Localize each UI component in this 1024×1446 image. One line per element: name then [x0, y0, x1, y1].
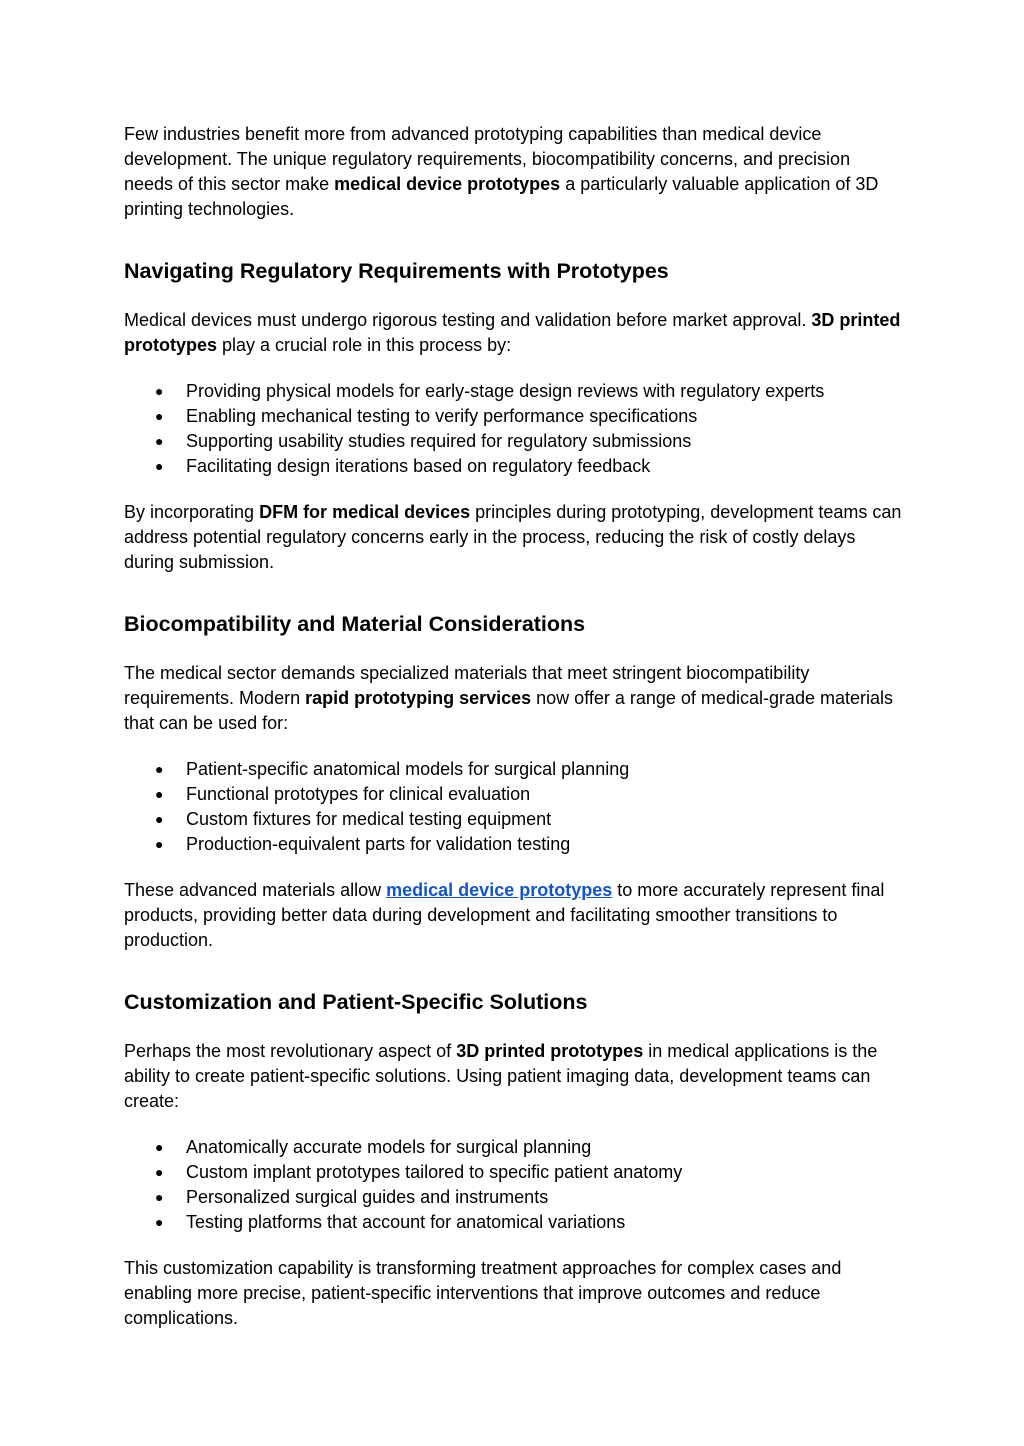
list-item-text: Custom fixtures for medical testing equipment: [186, 809, 552, 829]
customization-lead-bold-term: 3D printed prototypes: [456, 1041, 644, 1061]
list-item: [124, 757, 904, 782]
bullet-icon: ●: [155, 786, 164, 802]
regulatory-lead-text-2: play a crucial role in this process by:: [217, 335, 512, 355]
list-item-text: Facilitating design iterations based on regulatory feedback: [186, 456, 651, 476]
list-item: [124, 807, 904, 832]
customization-lead-text-2: in medical applications is the ability to create patient-specific solutions. Using patient imaging data, development teams can create:: [124, 1041, 878, 1111]
biocompatibility-closing-text-2: to more accurately represent final products, providing better data during development and facilitating smoother transitions to production.: [124, 880, 885, 950]
customization-closing-paragraph: [124, 1256, 904, 1331]
biocompatibility-lead-paragraph: [124, 661, 904, 736]
list-item: [124, 1135, 904, 1160]
list-item-text: Personalized surgical guides and instruments: [186, 1187, 549, 1207]
regulatory-lead-paragraph: [124, 308, 904, 358]
section-heading-regulatory: Navigating Regulatory Requirements with Prototypes: [124, 259, 669, 283]
list-item-text: Testing platforms that account for anatomical variations: [186, 1212, 626, 1232]
regulatory-closing-text-1: By incorporating: [124, 502, 260, 522]
list-item: [124, 454, 904, 479]
biocompatibility-lead-text-2: now offer a range of medical-grade materials that can be used for:: [124, 688, 894, 733]
regulatory-closing-paragraph: [124, 500, 904, 575]
list-item: [124, 1185, 904, 1210]
customization-closing-text-1: This customization capability is transforming treatment approaches for complex cases and enabling more precise, patient-specific interventions that improve outcomes and reduce complications.: [124, 1258, 842, 1328]
section-heading-customization: Customization and Patient-Specific Solutions: [124, 990, 588, 1014]
bullet-icon: ●: [155, 1164, 164, 1180]
biocompatibility-closing-text-1: These advanced materials allow: [124, 880, 387, 900]
list-item-text: Production-equivalent parts for validation testing: [186, 834, 571, 854]
medical-device-prototypes-link[interactable]: medical device prototypes: [386, 880, 613, 900]
regulatory-lead-text-1: Medical devices must undergo rigorous testing and validation before market approval.: [124, 310, 812, 330]
biocompatibility-lead-text-1: The medical sector demands specialized materials that meet stringent biocompatibility requirements. Modern: [124, 663, 810, 708]
biocompatibility-closing-paragraph: [124, 878, 904, 953]
biocompatibility-lead-bold-term: rapid prototyping services: [305, 688, 532, 708]
bullet-icon: ●: [155, 408, 164, 424]
intro-text-2: a particularly valuable application of 3D printing technologies.: [124, 174, 879, 219]
regulatory-closing-text-2: principles during prototyping, development teams can address potential regulatory concerns early in the process, reducing the risk of costly delays during submission.: [124, 502, 902, 572]
intro-paragraph: [124, 122, 904, 222]
bullet-icon: ●: [155, 761, 164, 777]
list-item-text: Enabling mechanical testing to verify performance specifications: [186, 406, 698, 426]
regulatory-closing-bold-term: DFM for medical devices: [259, 502, 471, 522]
list-item: [124, 1160, 904, 1185]
list-item: [124, 782, 904, 807]
customization-lead-text-1: Perhaps the most revolutionary aspect of: [124, 1041, 457, 1061]
bullet-icon: ●: [155, 836, 164, 852]
list-item: [124, 429, 904, 454]
bullet-icon: ●: [155, 433, 164, 449]
bullet-icon: ●: [155, 1189, 164, 1205]
document-page: [124, 122, 904, 1331]
section-heading-biocompatibility: Biocompatibility and Material Considerations: [124, 612, 586, 636]
list-item-text: Supporting usability studies required for regulatory submissions: [186, 431, 692, 451]
list-item-text: Functional prototypes for clinical evaluation: [186, 784, 531, 804]
regulatory-bullet-list: [124, 379, 904, 479]
bullet-icon: ●: [155, 1139, 164, 1155]
list-item-text: Custom implant prototypes tailored to specific patient anatomy: [186, 1162, 683, 1182]
list-item: [124, 379, 904, 404]
list-item-text: Patient-specific anatomical models for surgical planning: [186, 759, 630, 779]
intro-text-1: Few industries benefit more from advanced prototyping capabilities than medical device development. The unique regulatory requirements, biocompatibility concerns, and precision needs of this sector make: [124, 124, 851, 194]
customization-bullet-list: [124, 1135, 904, 1235]
biocompatibility-bullet-list: [124, 757, 904, 857]
list-item-text: Anatomically accurate models for surgical planning: [186, 1137, 592, 1157]
bullet-icon: ●: [155, 383, 164, 399]
regulatory-lead-bold-term: 3D printed prototypes: [124, 310, 901, 355]
list-item-text: Providing physical models for early-stage design reviews with regulatory experts: [186, 381, 825, 401]
list-item: [124, 1210, 904, 1235]
bullet-icon: ●: [155, 458, 164, 474]
bullet-icon: ●: [155, 811, 164, 827]
list-item: [124, 404, 904, 429]
customization-lead-paragraph: [124, 1039, 904, 1114]
list-item: [124, 832, 904, 857]
bullet-icon: ●: [155, 1214, 164, 1230]
intro-bold-term: medical device prototypes: [334, 174, 561, 194]
